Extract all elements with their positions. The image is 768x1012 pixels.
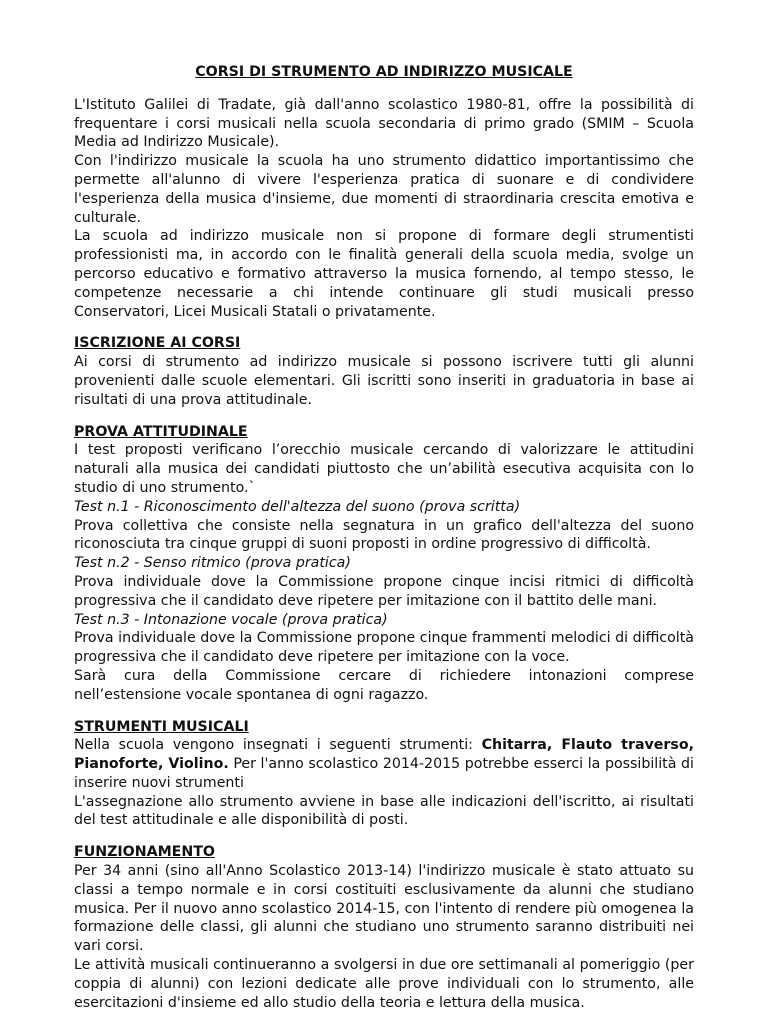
strumenti-heading: STRUMENTI MUSICALI — [74, 718, 249, 735]
test1-title: Test n.1 - Riconoscimento dell'altezza del suono (prova scritta) — [74, 498, 521, 515]
instrument-list: Chitarra, Flauto traverso, Pianoforte, Violino. — [74, 737, 694, 773]
page-title: CORSI DI STRUMENTO AD INDIRIZZO MUSICALE — [195, 64, 573, 80]
iscrizione-text: Ai corsi di strumento ad indirizzo musicale si possono iscrivere tutti gli alunni provenienti dalle scuole elementari. Gli iscritti sono inseriti in graduatoria in base ai risultati di una prova attitudinale. — [74, 354, 694, 408]
test2-title: Test n.2 - Senso ritmico (prova pratica) — [74, 555, 351, 572]
iscrizione-section — [74, 334, 694, 409]
intro-paragraph-3: La scuola ad indirizzo musicale non si propone di formare degli strumentisti professionisti ma, in accordo con le finalità generali della scuola media, svolge un percorso educativo e formativo attraverso la musica fornendo, al tempo stesso, le competenze necessarie a chi intende continuare gli studi musicali presso Conservatori, Licei Musicali Statali o privatamente. — [74, 228, 694, 320]
test3-title: Test n.3 - Intonazione vocale (prova pratica) — [74, 611, 388, 628]
prova-intro: I test proposti verificano l’orecchio musicale cercando di valorizzare le attitudini naturali alla musica dei candidati piuttosto che un’abilità esecutiva acquisita con lo studio di uno strumento.` — [74, 442, 694, 496]
strumenti-section — [74, 718, 694, 831]
prova-section — [74, 423, 694, 705]
intro-paragraph-1: L'Istituto Galilei di Tradate, già dall'anno scolastico 1980-81, offre la possibilità di frequentare i corsi musicali nella scuola secondaria di primo grado (SMIM – Scuola Media ad Indirizzo Musicale). — [74, 96, 694, 151]
funzionamento-paragraph-2: Le attività musicali continueranno a svolgersi in due ore settimanali al pomeriggio (per coppia di alunni) con lezioni dedicate alle prove individuali con lo strumento, alle esercitazioni d'insieme ed allo studio della teoria e lettura della musica. — [74, 957, 694, 1011]
funzionamento-heading: FUNZIONAMENTO — [74, 844, 215, 861]
strumenti-assignment: L'assegnazione allo strumento avviene in base alle indicazioni dell'iscritto, ai risultati del test attitudinale e alle disponibilità di posti. — [74, 793, 694, 829]
intro-paragraph-2: Con l'indirizzo musicale la scuola ha uno strumento didattico importantissimo che permette all'alunno di vivere l'esperienza pratica di suonare e di condividere l'esperienza della musica d'insieme, due momenti di straordinaria crescita emotiva e culturale. — [74, 153, 694, 226]
prova-closing: Sarà cura della Commissione cercare di richiedere intonazioni comprese nell’estensione vocale spontanea di ogni ragazzo. — [74, 667, 694, 703]
test1-text: Prova collettiva che consiste nella segnatura in un grafico dell'altezza del suono riconosciuta tra cinque gruppi di suoni proposti in ordine progressivo di difficoltà. — [74, 517, 694, 553]
strumenti-text — [74, 736, 694, 792]
strumenti-text-before: Nella scuola vengono insegnati i seguenti strumenti: — [74, 737, 482, 754]
test2-text: Prova individuale dove la Commissione propone cinque incisi ritmici di difficoltà progressiva che il candidato deve ripetere per imitazione con il battito delle mani. — [74, 573, 694, 609]
funzionamento-paragraph-1: Per 34 anni (sino all'Anno Scolastico 2013-14) l'indirizzo musicale è stato attuato su classi a tempo normale e in corsi costituiti esclusivamente da alunni che studiano musica. Per il nuovo anno scolastico 2014-15, con l'intento di rendere più omogenea la formazione delle classi, gli alunni che studiano uno strumento saranno distribuiti nei vari corsi. — [74, 863, 694, 955]
intro-section — [74, 96, 694, 322]
test3-text: Prova individuale dove la Commissione propone cinque frammenti melodici di difficoltà progressiva che il candidato deve ripetere per imitazione con la voce. — [74, 630, 694, 666]
funzionamento-section — [74, 843, 694, 1012]
strumenti-text-after: Per l'anno scolastico 2014-2015 potrebbe esserci la possibilità di inserire nuovi strumenti — [74, 756, 694, 791]
prova-heading: PROVA ATTITUDINALE — [74, 423, 248, 440]
iscrizione-heading: ISCRIZIONE AI CORSI — [74, 335, 241, 352]
